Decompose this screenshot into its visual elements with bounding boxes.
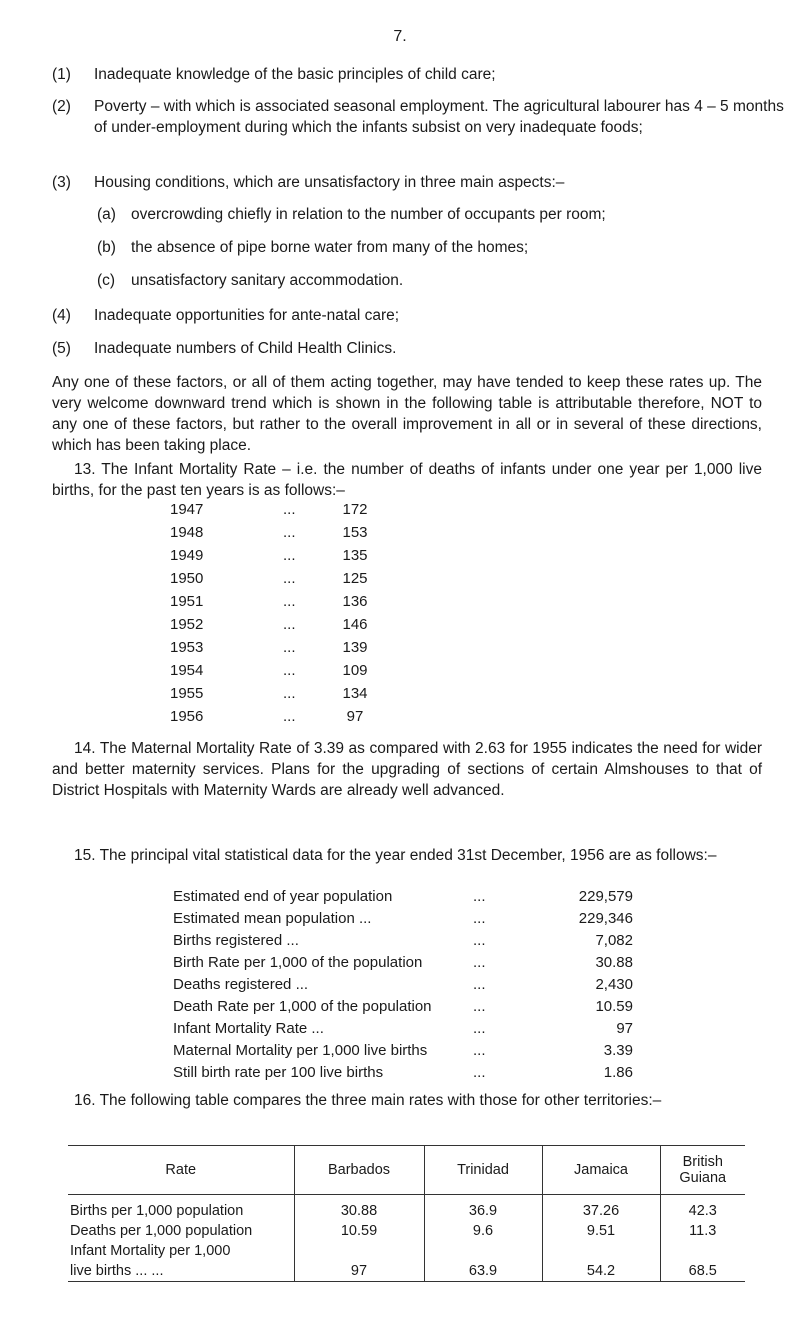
imr-year: 1956 <box>170 708 204 725</box>
cell <box>294 1241 424 1261</box>
leader-dots: ... <box>283 662 296 679</box>
header-jamaica: Jamaica <box>542 1146 660 1195</box>
imr-value: 136 <box>342 593 368 610</box>
aspect-text: overcrowding chiefly in relation to the number of occupants per room; <box>131 206 606 223</box>
cell: 68.5 <box>660 1261 745 1282</box>
imr-year: 1950 <box>170 570 204 587</box>
leader-dots: ... <box>283 570 296 587</box>
aspect-letter: (c) <box>97 272 116 289</box>
factor-number: (5) <box>52 340 71 357</box>
page-number: 7. <box>393 28 407 45</box>
imr-year: 1951 <box>170 593 204 610</box>
table-row <box>68 1195 745 1222</box>
factor-number: (1) <box>52 66 71 83</box>
leader-dots: ... <box>283 593 296 610</box>
leader-dots: ... <box>283 685 296 702</box>
imr-value: 109 <box>342 662 368 679</box>
factor-text: Poverty – with which is associated seasonal employment. The agricultural labourer has 4 – 5 months of under-employment during which the infants subsist on very inadequate foods; <box>94 98 784 136</box>
cell: 97 <box>294 1261 424 1282</box>
cell: 10.59 <box>294 1221 424 1241</box>
cell: 63.9 <box>424 1261 542 1282</box>
section-13-text: 13. The Infant Mortality Rate – i.e. the number of deaths of infants under one year per 1,000 live births, for the past ten years is as follows:– <box>52 461 762 499</box>
cell: 11.3 <box>660 1221 745 1241</box>
section-15-text: 15. The principal vital statistical data for the year ended 31st December, 1956 are as follows:– <box>74 847 717 864</box>
stat-label: Deaths registered ... <box>173 976 309 993</box>
row-label: Births per 1,000 population <box>70 1203 244 1219</box>
cell: 30.88 <box>294 1195 424 1222</box>
vital-stat-row <box>173 932 633 954</box>
stat-label: Estimated mean population ... <box>173 910 372 927</box>
leader-dots: ... <box>283 501 296 518</box>
leader-dots: ... <box>473 998 486 1015</box>
vital-stat-row <box>173 1064 633 1086</box>
summary-paragraph: Any one of these factors, or all of them acting together, may have tended to keep these rates up. The very welcome downward trend which is shown in the following table is attributable therefore, NOT to any one of these factors, but rather to the overall improvement in all or in several of these directions, which has been taking place. <box>52 374 762 454</box>
stat-label: Maternal Mortality per 1,000 live births <box>173 1042 428 1059</box>
header-trinidad: Trinidad <box>424 1146 542 1195</box>
section-16-text-visible: 16. The following table compares the three main rates with those for other territories:– <box>74 1092 662 1109</box>
imr-year: 1954 <box>170 662 204 679</box>
imr-year: 1955 <box>170 685 204 702</box>
imr-year: 1948 <box>170 524 204 541</box>
stat-label: Birth Rate per 1,000 of the population <box>173 954 423 971</box>
imr-year: 1952 <box>170 616 204 633</box>
factor-1 <box>52 64 792 86</box>
leader-dots: ... <box>283 708 296 725</box>
factor-5 <box>52 338 792 360</box>
stat-value: 7,082 <box>595 932 633 949</box>
imr-value: 134 <box>342 685 368 702</box>
leader-dots: ... <box>283 547 296 564</box>
factor-text: Inadequate opportunities for ante-natal care; <box>94 307 400 324</box>
stat-value: 10.59 <box>595 998 633 1015</box>
factor-text: Inadequate knowledge of the basic principles of child care; <box>94 66 496 83</box>
imr-value: 125 <box>342 570 368 587</box>
leader-dots: ... <box>283 616 296 633</box>
vital-stat-row <box>173 1020 633 1042</box>
imr-value: 135 <box>342 547 368 564</box>
cell: 9.51 <box>542 1221 660 1241</box>
row-label: Infant Mortality per 1,000 <box>70 1243 231 1259</box>
vital-stat-row <box>173 954 633 976</box>
imr-value: 139 <box>342 639 368 656</box>
cell <box>424 1241 542 1261</box>
aspect-letter: (b) <box>97 239 116 256</box>
section-14-text: 14. The Maternal Mortality Rate of 3.39 as compared with 2.63 for 1955 indicates the need for wider and better maternity services. Plans for the upgrading of sections of certain Almshouses to that of District Hospitals with Maternity Wards are already well advanced. <box>52 740 762 799</box>
stat-label: Births registered ... <box>173 932 299 949</box>
stat-label: Estimated end of year population <box>173 888 393 905</box>
aspect-text: unsatisfactory sanitary accommodation. <box>131 272 404 289</box>
row-label: live births ... ... <box>68 1261 294 1282</box>
leader-dots: ... <box>473 1020 486 1037</box>
leader-dots: ... <box>473 932 486 949</box>
cell <box>542 1241 660 1261</box>
leader-dots: ... <box>283 524 296 541</box>
aspect-text: the absence of pipe borne water from many of the homes; <box>131 239 529 256</box>
stat-value: 229,579 <box>578 888 633 905</box>
vital-stat-row <box>173 976 633 998</box>
aspect-letter: (a) <box>97 206 116 223</box>
factor-3 <box>52 172 792 194</box>
table-row <box>68 1221 745 1241</box>
leader-dots: ... <box>473 888 486 905</box>
factor-number: (3) <box>52 174 71 191</box>
vital-stat-row <box>173 998 633 1020</box>
factor-number: (2) <box>52 98 71 115</box>
cell <box>660 1241 745 1261</box>
table-row <box>68 1241 745 1261</box>
row-label: Deaths per 1,000 population <box>70 1223 253 1239</box>
cell: 36.9 <box>424 1195 542 1222</box>
header-rate: Rate <box>68 1146 294 1195</box>
stat-value: 97 <box>616 1020 633 1037</box>
factor-4 <box>52 305 792 327</box>
stat-value: 2,430 <box>595 976 633 993</box>
imr-value: 146 <box>342 616 368 633</box>
imr-year: 1953 <box>170 639 204 656</box>
stat-label: Death Rate per 1,000 of the population <box>173 998 432 1015</box>
table-header-row <box>68 1146 745 1195</box>
leader-dots: ... <box>283 639 296 656</box>
leader-dots: ... <box>473 1064 486 1081</box>
cell: 9.6 <box>424 1221 542 1241</box>
cell: 54.2 <box>542 1261 660 1282</box>
stat-value: 3.39 <box>603 1042 633 1059</box>
vital-stat-row <box>173 910 633 932</box>
cell: 37.26 <box>542 1195 660 1222</box>
leader-dots: ... <box>473 910 486 927</box>
table-row <box>68 1261 745 1282</box>
factor-text: Inadequate numbers of Child Health Clinics. <box>94 340 397 357</box>
imr-year: 1947 <box>170 501 204 518</box>
header-barbados: Barbados <box>294 1146 424 1195</box>
vital-stat-row <box>173 1042 633 1064</box>
cell: 42.3 <box>660 1195 745 1222</box>
stat-label: Infant Mortality Rate ... <box>173 1020 324 1037</box>
leader-dots: ... <box>473 954 486 971</box>
leader-dots: ... <box>473 976 486 993</box>
imr-value: 97 <box>346 708 364 725</box>
stat-value: 30.88 <box>595 954 633 971</box>
imr-value: 172 <box>342 501 368 518</box>
header-british-guiana: British Guiana <box>660 1146 745 1195</box>
comparison-table <box>68 1145 745 1282</box>
imr-value: 153 <box>342 524 368 541</box>
imr-year: 1949 <box>170 547 204 564</box>
stat-value: 1.86 <box>603 1064 633 1081</box>
stat-label: Still birth rate per 100 live births <box>173 1064 384 1081</box>
factor-text: Housing conditions, which are unsatisfactory in three main aspects:– <box>94 174 565 191</box>
vital-stat-row <box>173 888 633 910</box>
factor-number: (4) <box>52 307 71 324</box>
leader-dots: ... <box>473 1042 486 1059</box>
factor-2 <box>52 96 792 162</box>
stat-value: 229,346 <box>578 910 633 927</box>
